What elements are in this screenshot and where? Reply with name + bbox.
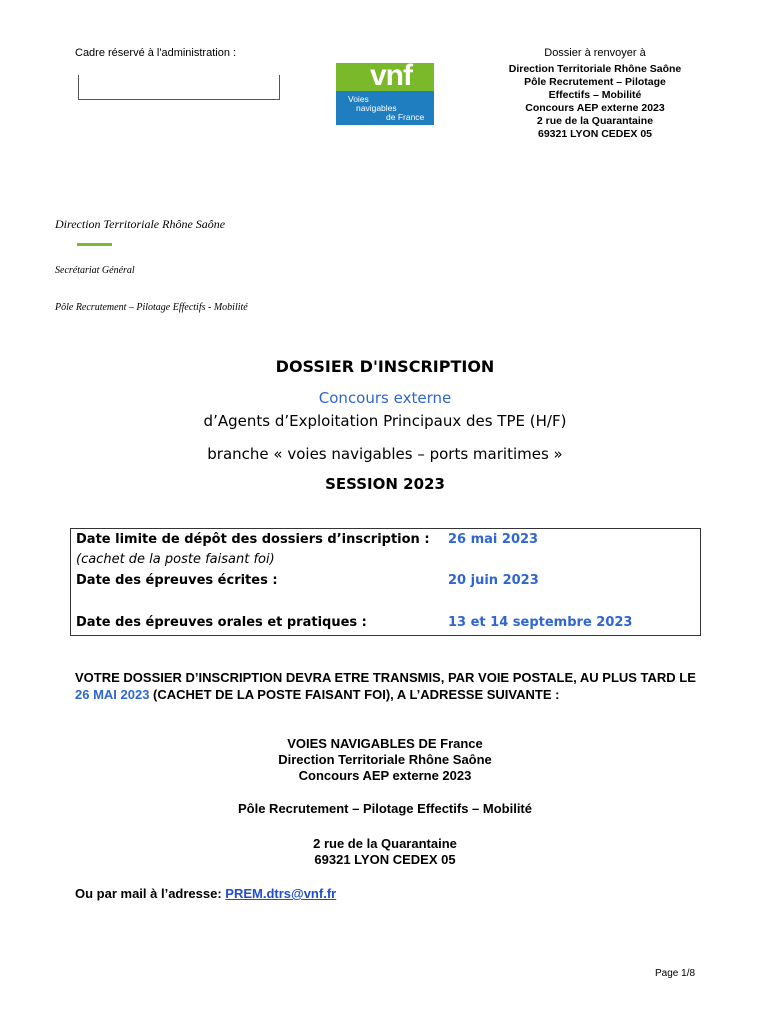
page-number: Page 1/8	[655, 968, 696, 979]
email-link[interactable]: PREM.dtrs@vnf.fr	[225, 886, 337, 901]
oral-exam-value: 13 et 14 septembre 2023	[448, 615, 633, 630]
logo-line-3: de France	[386, 112, 425, 122]
logo-line-2: navigables	[356, 103, 397, 113]
branche-subtitle: branche « voies navigables – ports maritimes »	[207, 445, 563, 463]
address-line: 2 rue de la Quarantaine	[313, 836, 457, 851]
return-address-line: 69321 LYON CEDEX 05	[537, 128, 652, 140]
logo-line-1: Voies	[348, 94, 369, 104]
agents-subtitle: d’Agents d’Exploitation Principaux des TPE (H/F)	[203, 412, 567, 430]
limit-date-note: (cachet de la poste faisant foi)	[76, 552, 275, 567]
notice-part-2: (CACHET DE LA POSTE FAISANT FOI), A L’ADRESSE SUIVANTE :	[149, 687, 560, 702]
admin-reserved-label: Cadre réservé à l'administration :	[75, 47, 237, 59]
return-address-block	[490, 47, 700, 141]
org-pole: Pôle Recrutement – Pilotage Effectifs - Mobilité	[55, 302, 248, 313]
written-exam-value: 20 juin 2023	[448, 573, 539, 588]
logo-brand-text: vnf	[370, 63, 412, 92]
vnf-logo	[336, 63, 434, 125]
address-block-org	[0, 736, 770, 784]
return-address-line: Effectifs – Mobilité	[548, 89, 642, 101]
return-address-line: Concours AEP externe 2023	[525, 102, 665, 114]
address-block-street	[0, 836, 770, 868]
address-line: Direction Territoriale Rhône Saône	[278, 752, 492, 767]
address-line: Concours AEP externe 2023	[298, 768, 472, 783]
written-exam-label: Date des épreuves écrites :	[76, 573, 278, 588]
notice-part-1: VOTRE DOSSIER D’INSCRIPTION DEVRA ETRE TRANSMIS, PAR VOIE POSTALE, AU PLUS TARD LE	[75, 670, 696, 685]
mail-label: Ou par mail à l’adresse:	[75, 886, 226, 901]
limit-date-label: Date limite de dépôt des dossiers d’inscription :	[76, 532, 430, 547]
mail-line	[75, 886, 336, 901]
page-title: DOSSIER D'INSCRIPTION	[275, 357, 495, 376]
submission-notice	[75, 669, 705, 703]
org-secretariat: Secrétariat Général	[55, 265, 135, 276]
return-address-line: Pôle Recrutement – Pilotage	[524, 76, 666, 88]
address-line: 69321 LYON CEDEX 05	[314, 852, 456, 867]
address-block-pole	[0, 801, 770, 817]
return-address-heading: Dossier à renvoyer à	[544, 47, 646, 59]
return-address-line: 2 rue de la Quarantaine	[536, 115, 654, 127]
oral-exam-label: Date des épreuves orales et pratiques :	[76, 615, 367, 630]
limit-date-value: 26 mai 2023	[448, 532, 539, 547]
green-divider	[77, 243, 112, 246]
return-address-line: Direction Territoriale Rhône Saône	[508, 63, 682, 75]
admin-reserved-box	[78, 75, 280, 100]
address-line: VOIES NAVIGABLES DE France	[287, 736, 483, 751]
session-title: SESSION 2023	[325, 475, 445, 493]
address-line: Pôle Recrutement – Pilotage Effectifs – Mobilité	[237, 801, 532, 816]
notice-date: 26 MAI 2023	[75, 687, 150, 702]
concours-subtitle: Concours externe	[318, 389, 452, 407]
logo-subtitle	[348, 95, 424, 122]
dates-table	[70, 528, 701, 636]
org-direction: Direction Territoriale Rhône Saône	[55, 217, 226, 231]
